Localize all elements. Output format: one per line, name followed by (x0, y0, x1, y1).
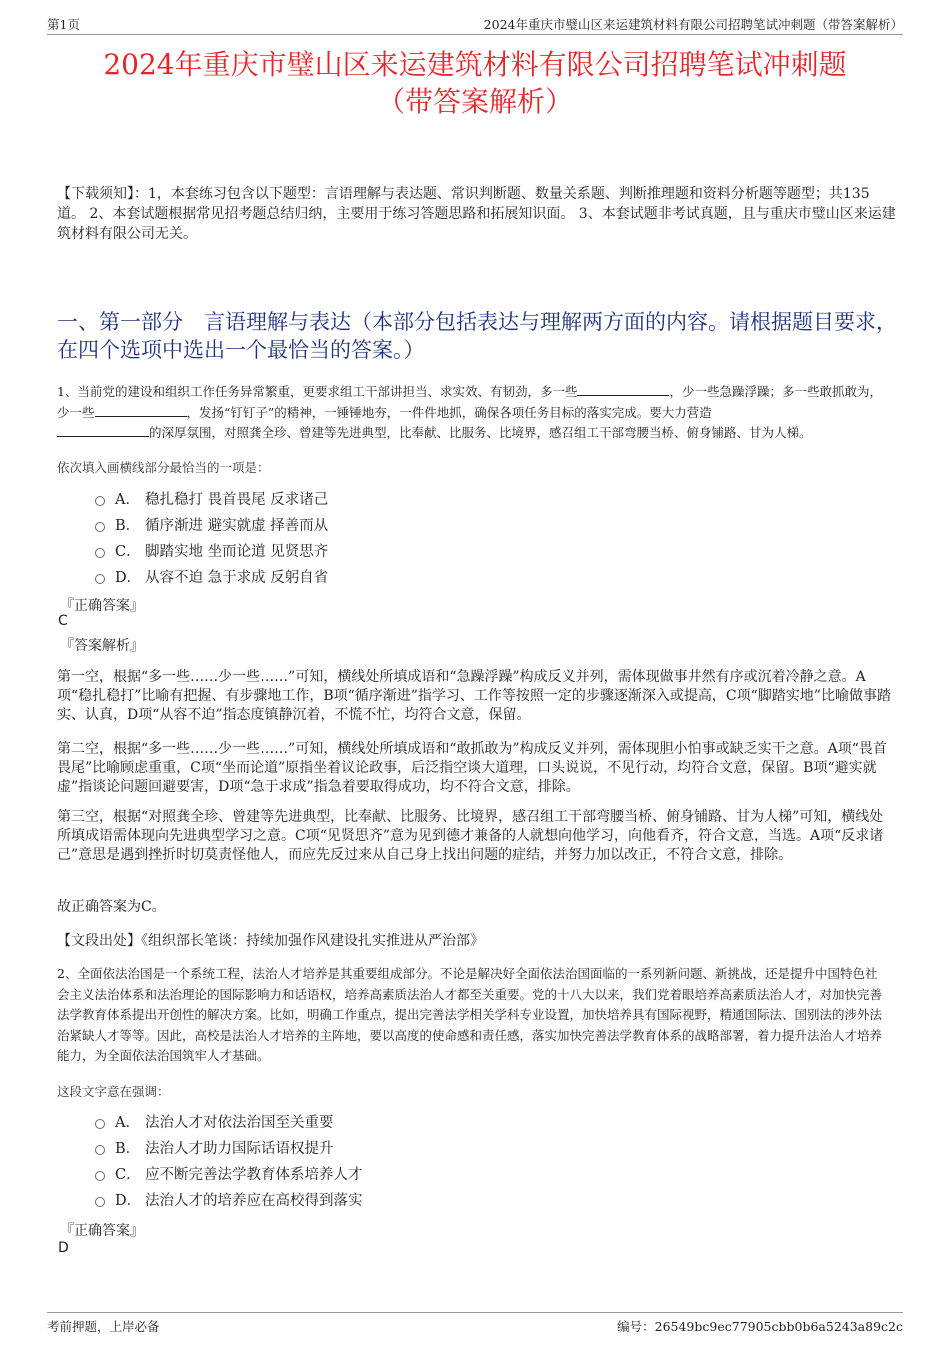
option-text: 法治人才助力国际话语权提升 (145, 1141, 334, 1157)
q1-analysis-label: 『答案解析』 (60, 638, 144, 654)
footer-serial: 编号：26549bc9ec77905cbb0b6a5243a89c2c (617, 1319, 903, 1334)
download-notice: 【下载须知】：1，本套练习包含以下题型：言语理解与表达题、常识判断题、数量关系题、判断推理题和资料分析题等题型；共135道。 2、本套试题根据常见招考题总结归纳，主要用于练习答题思路和拓展知识面。 3、本套试题非考试真题，且与重庆市璧山区来运建筑材料有限公司无关。 (57, 186, 896, 242)
header-doc-title: 2024年重庆市璧山区来运建筑材料有限公司招聘笔试冲刺题（带答案解析） (483, 17, 903, 32)
q1-prompt: 依次填入画横线部分最恰当的一项是： (57, 460, 270, 475)
section-heading: 一、第一部分 言语理解与表达（本部分包括表达与理解两方面的内容。请根据题目要求，在四个选项中选出一个最恰当的答案。） (57, 310, 897, 362)
option-text: 脚踏实地 坐而论道 见贤思齐 (145, 544, 329, 560)
radio-icon[interactable] (95, 1145, 105, 1155)
option-letter: C． (115, 1167, 141, 1183)
option-letter: A． (115, 1115, 140, 1131)
option-text: 稳扎稳打 畏首畏尾 反求诸己 (145, 492, 329, 508)
option-letter: D． (115, 1193, 142, 1209)
q2-prompt: 这段文字意在强调： (57, 1084, 170, 1099)
option-text: 应不断完善法学教育体系培养人才 (145, 1167, 363, 1183)
q1-blank-3 (57, 423, 149, 437)
q1-stem-part-3: ，发扬“钉钉子”的精神，一锤锤地夯，一件件地抓，确保各项任务目标的落实完成。要大力营造 (186, 404, 712, 420)
q1-blank-2 (95, 403, 187, 417)
q1-analysis-conclusion: 故正确答案为C。 (57, 899, 166, 915)
q2-option-b[interactable] (95, 1136, 363, 1162)
q2-option-a[interactable] (95, 1110, 363, 1136)
q1-source: 【文段出处】《组织部长笔谈：持续加强作风建设扎实推进从严治部》 (57, 933, 484, 949)
q1-stem-part-1: 1、当前党的建设和组织工作任务异常繁重，更要求组工干部讲担当、求实效、有韧劲，多一些 (57, 384, 578, 399)
page-footer (47, 1312, 903, 1334)
q1-blank-1 (577, 382, 669, 396)
option-text: 从容不迫 急于求成 反躬自省 (145, 570, 329, 586)
footer-slogan: 考前押题，上岸必备 (47, 1319, 160, 1334)
radio-icon[interactable] (95, 496, 105, 506)
q2-options (95, 1110, 363, 1214)
q1-analysis-para-3: 第三空，根据“对照龚全珍、曾建等先进典型，比奉献、比服务、比境界，感召组工干部弯腰当桥、俯身铺路、甘为人梯”可知，横线处所填成语需体现向先进典型学习之意。C项“见贤思齐”意为见到德才兼备的人就想向他学习，向他看齐，符合文意，当选。A项“反求诸己”意思是遇到挫折时切莫责怪他人，而应先反过来从自己身上找出问题的症结，并努力加以改正，不符合文意，排除。 (57, 809, 884, 863)
q1-options (95, 487, 328, 591)
option-letter: A． (115, 492, 140, 508)
question-2-stem: 2、全面依法治国是一个系统工程，法治人才培养是其重要组成部分。不论是解决好全面依法治国面临的一系列新问题、新挑战，还是提升中国特色社会主义法治体系和法治理论的国际影响力和话语权，培养高素质法治人才都至关重要。党的十八大以来，我们党着眼培养高素质法治人才，对加快完善法学教育体系提出开创性的解决方案。比如，明确工作重点，提出完善法学相关学科专业设置，加快培养具有国际视野，精通国际法、国别法的涉外法治紧缺人才等等。因此，高校是法治人才培养的主阵地，要以高度的使命感和责任感，落实加快完善法学教育体系的战略部署，着力提升法治人才培养能力，为全面依法治国筑牢人才基础。 (57, 966, 883, 1063)
option-text: 法治人才的培养应在高校得到落实 (145, 1193, 363, 1209)
radio-icon[interactable] (95, 548, 105, 558)
q1-option-d[interactable] (95, 565, 328, 591)
question-1-stem (57, 382, 887, 444)
q1-analysis-para-2: 第二空，根据“多一些……少一些……”可知，横线处所填成语和“敢抓敢为”构成反义并列，需体现胆小怕事或缺乏实干之意。A项“畏首畏尾”比喻顾虑重重，C项“坐而论道”原指坐着议论政事，后泛指空谈大道理，口头说说，不见行动，均符合文意，保留。B项“避实就虚”指谈论问题回避要害，D项“急于求成”指急着要取得成功，均不符合文意，排除。 (57, 741, 887, 795)
q1-option-b[interactable] (95, 513, 328, 539)
title-line-2: （带答案解析） (376, 85, 573, 118)
q1-stem-part-2: ，少一些急躁浮躁；多一些敢抓敢为，少一些 (57, 384, 882, 420)
q2-option-c[interactable] (95, 1162, 363, 1188)
q1-stem-part-4: 的深厚氛围，对照龚全珍、曾建等先进典型，比奉献、比服务、比境界，感召组工干部弯腰当桥、俯身铺路、甘为人梯。 (149, 425, 812, 440)
q1-option-a[interactable] (95, 487, 328, 513)
page-header (47, 12, 903, 35)
option-text: 循序渐进 避实就虚 择善而从 (145, 518, 329, 534)
q1-analysis-para-1: 第一空，根据“多一些……少一些……”可知，横线处所填成语和“急躁浮躁”构成反义并列，需体现做事井然有序或沉着冷静之意。A项“稳扎稳打”比喻有把握、有步骤地工作，B项“循序渐进”指学习、工作等按照一定的步骤逐渐深入或提高，C项“脚踏实地”比喻做事踏实、认真，D项“从容不迫”指态度镇静沉着，不慌不忙，均符合文意，保留。 (57, 669, 891, 723)
radio-icon[interactable] (95, 1119, 105, 1129)
option-letter: C． (115, 544, 141, 560)
option-letter: B． (115, 518, 141, 534)
radio-icon[interactable] (95, 1197, 105, 1207)
radio-icon[interactable] (95, 574, 105, 584)
q1-option-c[interactable] (95, 539, 328, 565)
q2-answer-label: 『正确答案』 (60, 1223, 144, 1239)
option-letter: B． (115, 1141, 141, 1157)
q1-answer: C (58, 613, 68, 629)
option-text: 法治人才对依法治国至关重要 (145, 1115, 334, 1131)
document-title (40, 46, 910, 120)
title-line-1: 2024年重庆市璧山区来运建筑材料有限公司招聘笔试冲刺题 (103, 48, 847, 81)
q2-option-d[interactable] (95, 1188, 363, 1214)
q2-answer: D (58, 1240, 69, 1256)
radio-icon[interactable] (95, 1171, 105, 1181)
option-letter: D． (115, 570, 142, 586)
q1-answer-label: 『正确答案』 (60, 598, 144, 614)
radio-icon[interactable] (95, 522, 105, 532)
page-number: 第1页 (47, 17, 80, 32)
